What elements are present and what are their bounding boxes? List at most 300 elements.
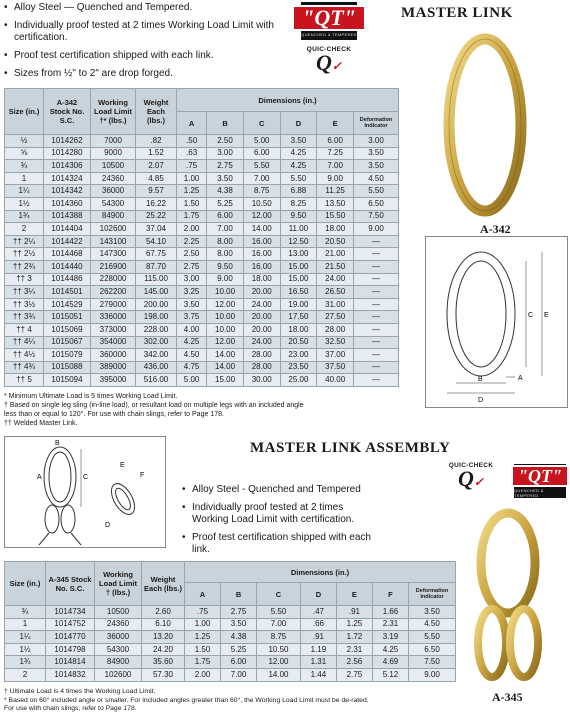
- table-cell: 3.00: [207, 147, 244, 160]
- table-cell: 21.00: [317, 248, 354, 261]
- feature-item: • Alloy Steel — Quenched and Tempered.: [4, 2, 304, 14]
- table-cell: 16.22: [136, 197, 177, 210]
- table-cell: 87.70: [136, 260, 177, 273]
- table-cell: 9.00: [409, 668, 456, 681]
- table-cell: 4.38: [221, 631, 257, 644]
- table-cell: 4.25: [177, 336, 207, 349]
- table-cell: 84900: [91, 210, 136, 223]
- table-cell: 1015069: [44, 323, 91, 336]
- table-cell: 24.00: [317, 273, 354, 286]
- table-cell: 2.60: [142, 606, 185, 619]
- table-cell: 389000: [91, 361, 136, 374]
- table-cell: 1014404: [44, 223, 91, 236]
- table-cell: †† 2¾: [5, 260, 44, 273]
- table-cell: 10.00: [207, 286, 244, 299]
- table-cell: 24360: [95, 618, 142, 631]
- table-cell: —: [354, 286, 399, 299]
- table-cell: 2.75: [207, 160, 244, 173]
- table-cell: 102600: [95, 668, 142, 681]
- table-cell: 1014422: [44, 235, 91, 248]
- table-cell: 4.25: [280, 160, 317, 173]
- table-cell: 10.50: [257, 643, 301, 656]
- table-cell: 7.00: [221, 668, 257, 681]
- col-d: D: [300, 583, 336, 606]
- check-mark-icon: ✓: [473, 475, 484, 489]
- table-cell: 14.00: [257, 668, 301, 681]
- table-cell: 28.00: [317, 323, 354, 336]
- table-cell: 1.66: [372, 606, 408, 619]
- table-cell: 5.50: [280, 172, 317, 185]
- table-cell: 18.00: [280, 323, 317, 336]
- table-cell: 7.00: [257, 618, 301, 631]
- table-cell: —: [354, 374, 399, 387]
- col-weight: Weight Each (lbs.): [142, 562, 185, 606]
- table-cell: —: [354, 311, 399, 324]
- table-cell: .63: [177, 147, 207, 160]
- table-cell: —: [354, 349, 399, 362]
- table-row: [5, 135, 399, 148]
- table-cell: 20.50: [317, 235, 354, 248]
- table-cell: 4.50: [354, 172, 399, 185]
- table-cell: 4.38: [207, 185, 244, 198]
- table-cell: 1.44: [300, 668, 336, 681]
- table-cell: 1¾: [5, 656, 46, 669]
- table-cell: 7.00: [243, 172, 280, 185]
- table-cell: .66: [300, 618, 336, 631]
- table-cell: 2.07: [136, 160, 177, 173]
- table-cell: 6.00: [221, 656, 257, 669]
- table-cell: 13.50: [317, 197, 354, 210]
- table-cell: 12.00: [257, 656, 301, 669]
- table-cell: 54.10: [136, 235, 177, 248]
- table-cell: 26.50: [317, 286, 354, 299]
- col-e: E: [317, 112, 354, 135]
- table-cell: 36000: [95, 631, 142, 644]
- table-cell: 5.50: [354, 185, 399, 198]
- table-row: [5, 286, 399, 299]
- asm-label-c: C: [83, 474, 89, 481]
- table-cell: 1.75: [177, 210, 207, 223]
- table-cell: 2.00: [185, 668, 221, 681]
- table-cell: 24360: [91, 172, 136, 185]
- table-cell: 1014360: [44, 197, 91, 210]
- col-e: E: [336, 583, 372, 606]
- feature-item: • Alloy Steel - Quenched and Tempered: [182, 484, 382, 496]
- table-cell: 3.00: [177, 273, 207, 286]
- col-size: Size (in.): [5, 562, 46, 606]
- table-cell: †† 5: [5, 374, 44, 387]
- table-cell: 7.50: [409, 656, 456, 669]
- table-cell: 6.10: [142, 618, 185, 631]
- table-cell: 9.50: [207, 260, 244, 273]
- table-cell: 25.00: [280, 374, 317, 387]
- dim-label-e: E: [544, 312, 549, 319]
- table-cell: 6.88: [280, 185, 317, 198]
- table-cell: .75: [185, 606, 221, 619]
- table-row: [5, 631, 456, 644]
- table-cell: 1015094: [44, 374, 91, 387]
- table-cell: 12.50: [280, 235, 317, 248]
- table-row: [5, 606, 456, 619]
- table-cell: 16.00: [243, 260, 280, 273]
- table-cell: 20.50: [280, 336, 317, 349]
- table-cell: 2.00: [177, 223, 207, 236]
- table-cell: 5.00: [177, 374, 207, 387]
- table-cell: 4.75: [177, 361, 207, 374]
- table-cell: 302.00: [136, 336, 177, 349]
- table-cell: 15.00: [280, 273, 317, 286]
- dim-label-c: C: [528, 312, 534, 319]
- col-dimensions: Dimensions (in.): [185, 562, 456, 583]
- col-weight: Weight Each (lbs.): [136, 89, 177, 135]
- asm-label-a: A: [37, 474, 42, 481]
- table-cell: 5.50: [243, 160, 280, 173]
- table-cell: 9000: [91, 147, 136, 160]
- table-cell: 4.00: [177, 323, 207, 336]
- table-cell: 21.50: [317, 260, 354, 273]
- table-cell: †† 4¾: [5, 361, 44, 374]
- col-dimensions: Dimensions (in.): [177, 89, 399, 112]
- table-cell: 1014752: [46, 618, 95, 631]
- table-cell: 1.25: [177, 185, 207, 198]
- table-cell: 1014342: [44, 185, 91, 198]
- table-cell: 27.50: [317, 311, 354, 324]
- qt-logo: "QT" QUENCHED & TEMPERED: [514, 464, 566, 498]
- table-cell: 228000: [91, 273, 136, 286]
- col-wll: Working Load Limit †* (lbs.): [91, 89, 136, 135]
- table-cell: 1¾: [5, 210, 44, 223]
- table-cell: 7.50: [354, 210, 399, 223]
- table-cell: 31.00: [317, 298, 354, 311]
- table-cell: 1014770: [46, 631, 95, 644]
- table-cell: 8.00: [207, 235, 244, 248]
- table-cell: 16.50: [280, 286, 317, 299]
- table-cell: .75: [177, 160, 207, 173]
- asm-label-b: B: [55, 440, 60, 447]
- dim-label-b: B: [478, 376, 483, 383]
- table-cell: 9.00: [207, 273, 244, 286]
- table-cell: 354000: [91, 336, 136, 349]
- assembly-title: MASTER LINK ASSEMBLY: [250, 440, 451, 456]
- assembly-features: [182, 484, 382, 562]
- table-row: [5, 197, 399, 210]
- table-cell: 1014280: [44, 147, 91, 160]
- table-cell: 5.25: [207, 197, 244, 210]
- table-cell: 1.00: [177, 172, 207, 185]
- table-cell: 2.75: [221, 606, 257, 619]
- table-cell: 23.50: [280, 361, 317, 374]
- table-cell: 1.19: [300, 643, 336, 656]
- table-row: [5, 223, 399, 236]
- table-cell: 1014832: [46, 668, 95, 681]
- table-row: [5, 323, 399, 336]
- table-cell: 145.00: [136, 286, 177, 299]
- table-cell: 4.25: [280, 147, 317, 160]
- col-deformation: Deformation Indicator: [409, 583, 456, 606]
- feature-item: • Sizes from ½" to 2" are drop forged.: [4, 68, 304, 80]
- table-cell: 8.75: [243, 185, 280, 198]
- table-cell: 57.30: [142, 668, 185, 681]
- table-cell: 1014486: [44, 273, 91, 286]
- table-cell: †† 4½: [5, 349, 44, 362]
- table-cell: 1014814: [46, 656, 95, 669]
- feature-item: • Proof test certification shipped with each link.: [182, 532, 382, 556]
- table-cell: ⅝: [5, 147, 44, 160]
- table-cell: 1.52: [136, 147, 177, 160]
- table-row: [5, 668, 456, 681]
- table-row: [5, 349, 399, 362]
- table-cell: 10500: [95, 606, 142, 619]
- table-cell: 14.00: [207, 361, 244, 374]
- table-row: [5, 260, 399, 273]
- table-cell: 32.50: [317, 336, 354, 349]
- table-cell: †† 4: [5, 323, 44, 336]
- col-c: C: [243, 112, 280, 135]
- table-cell: 3.75: [177, 311, 207, 324]
- table-cell: 436.00: [136, 361, 177, 374]
- table-cell: 3.50: [177, 298, 207, 311]
- col-deformation: Deformation Indicator: [354, 112, 399, 135]
- assembly-diagram: [4, 436, 166, 548]
- table-cell: †† 3½: [5, 298, 44, 311]
- table-cell: 5.25: [221, 643, 257, 656]
- table-cell: 20.00: [243, 323, 280, 336]
- table-row: [5, 160, 399, 173]
- table-cell: 30.00: [243, 374, 280, 387]
- assembly-photo: [458, 508, 558, 688]
- table-cell: 10.50: [243, 197, 280, 210]
- table-row: [5, 235, 399, 248]
- table-cell: 16.00: [243, 235, 280, 248]
- table-cell: 20.00: [243, 286, 280, 299]
- master-link-title: MASTER LINK: [401, 5, 513, 21]
- table-cell: 3.00: [354, 135, 399, 148]
- table-cell: 516.00: [136, 374, 177, 387]
- asm-label-d: D: [105, 522, 111, 529]
- table-cell: 1½: [5, 643, 46, 656]
- table-row: [5, 336, 399, 349]
- feature-item: • Individually proof tested at 2 times Working Load Limit with certification.: [4, 20, 304, 44]
- table-cell: 11.00: [280, 223, 317, 236]
- table-cell: 13.20: [142, 631, 185, 644]
- col-b: B: [207, 112, 244, 135]
- table-cell: 336000: [91, 311, 136, 324]
- table-cell: —: [354, 336, 399, 349]
- table-cell: 12.00: [207, 336, 244, 349]
- table-cell: 1015088: [44, 361, 91, 374]
- table-cell: 262200: [91, 286, 136, 299]
- table-cell: 1.00: [185, 618, 221, 631]
- table-cell: 1.72: [336, 631, 372, 644]
- table-cell: 1.31: [300, 656, 336, 669]
- table-cell: 1014388: [44, 210, 91, 223]
- table-cell: 23.00: [280, 349, 317, 362]
- table-cell: 1: [5, 618, 46, 631]
- table-cell: 4.69: [372, 656, 408, 669]
- master-link-table: [4, 88, 399, 387]
- col-size: Size (in.): [5, 89, 44, 135]
- table-cell: 1.50: [177, 197, 207, 210]
- table-cell: 2: [5, 668, 46, 681]
- table-cell: 2.31: [372, 618, 408, 631]
- table-cell: 1014440: [44, 260, 91, 273]
- table-cell: 1015079: [44, 349, 91, 362]
- table-cell: 1014468: [44, 248, 91, 261]
- master-link-features: [4, 2, 304, 86]
- table-cell: 7.00: [317, 160, 354, 173]
- table-cell: 198.00: [136, 311, 177, 324]
- table-cell: 40.00: [317, 374, 354, 387]
- table-cell: 147300: [91, 248, 136, 261]
- col-stock: A-345 Stock No. S.C.: [46, 562, 95, 606]
- table-cell: 143100: [91, 235, 136, 248]
- table-cell: 9.57: [136, 185, 177, 198]
- table-cell: 18.00: [243, 273, 280, 286]
- table-row: [5, 374, 399, 387]
- table-cell: 10500: [91, 160, 136, 173]
- table-cell: 3.50: [354, 147, 399, 160]
- table-cell: —: [354, 273, 399, 286]
- table-cell: 28.00: [243, 349, 280, 362]
- dim-label-d: D: [478, 397, 484, 404]
- qt-logo: "QT" QUENCHED & TEMPERED: [301, 2, 357, 40]
- col-stock: A-342 Stock No. S.C.: [44, 89, 91, 135]
- asm-label-e: E: [120, 462, 125, 469]
- table-cell: †† 2¼: [5, 235, 44, 248]
- table-cell: 67.75: [136, 248, 177, 261]
- table-cell: 1¼: [5, 185, 44, 198]
- table-cell: 24.00: [243, 298, 280, 311]
- table-cell: 16.00: [243, 248, 280, 261]
- table-cell: †† 3: [5, 273, 44, 286]
- table-cell: 342.00: [136, 349, 177, 362]
- col-wll: Working Load Limit † (lbs.): [95, 562, 142, 606]
- table-cell: 10.00: [207, 311, 244, 324]
- table-cell: 1014262: [44, 135, 91, 148]
- col-b: B: [221, 583, 257, 606]
- table-cell: 54300: [91, 197, 136, 210]
- table-cell: 9.50: [280, 210, 317, 223]
- table-cell: 2.75: [177, 260, 207, 273]
- table-cell: .50: [177, 135, 207, 148]
- table-cell: 2.75: [336, 668, 372, 681]
- table-cell: 37.50: [317, 361, 354, 374]
- table-cell: —: [354, 248, 399, 261]
- table-cell: 37.04: [136, 223, 177, 236]
- dim-label-a: A: [518, 375, 523, 382]
- table-cell: 6.50: [409, 643, 456, 656]
- table-cell: 2.50: [207, 135, 244, 148]
- table-cell: 25.22: [136, 210, 177, 223]
- table-cell: 1¼: [5, 631, 46, 644]
- col-c: C: [257, 583, 301, 606]
- table-cell: 2.50: [177, 248, 207, 261]
- table-cell: 1014798: [46, 643, 95, 656]
- table-cell: 3.50: [221, 618, 257, 631]
- table-cell: —: [354, 298, 399, 311]
- table-cell: 1.75: [185, 656, 221, 669]
- table-cell: 4.50: [409, 618, 456, 631]
- col-f: F: [372, 583, 408, 606]
- table-cell: 7.25: [317, 147, 354, 160]
- table-cell: 2: [5, 223, 44, 236]
- a342-caption: A-342: [480, 222, 511, 236]
- table-cell: ½: [5, 135, 44, 148]
- table-row: [5, 298, 399, 311]
- col-a: A: [177, 112, 207, 135]
- table-cell: 9.00: [354, 223, 399, 236]
- table-cell: .91: [336, 606, 372, 619]
- table-cell: 10.00: [207, 323, 244, 336]
- table-cell: —: [354, 361, 399, 374]
- table-cell: 1.25: [336, 618, 372, 631]
- table-cell: †† 3¾: [5, 311, 44, 324]
- table-cell: 4.50: [177, 349, 207, 362]
- table-cell: 395000: [91, 374, 136, 387]
- table-cell: †† 3¼: [5, 286, 44, 299]
- table-cell: 20.00: [243, 311, 280, 324]
- table-cell: 37.00: [317, 349, 354, 362]
- table-cell: ¾: [5, 160, 44, 173]
- table-cell: 1014734: [46, 606, 95, 619]
- table-cell: 228.00: [136, 323, 177, 336]
- quic-check-logo: QUIC-CHECK Q✓: [306, 46, 352, 75]
- table-cell: 3.50: [207, 172, 244, 185]
- table-row: [5, 210, 399, 223]
- table-row: [5, 656, 456, 669]
- table-row: [5, 311, 399, 324]
- table-cell: 2.56: [336, 656, 372, 669]
- table-row: [5, 361, 399, 374]
- master-link-photo: [440, 30, 530, 220]
- table-cell: 6.00: [243, 147, 280, 160]
- table-cell: 360000: [91, 349, 136, 362]
- table-cell: 24.00: [243, 336, 280, 349]
- table-cell: 8.75: [257, 631, 301, 644]
- master-link-diagram: [425, 236, 568, 408]
- table-cell: 12.00: [207, 298, 244, 311]
- table-cell: 1014529: [44, 298, 91, 311]
- table-cell: 1.50: [185, 643, 221, 656]
- table-cell: †† 4¼: [5, 336, 44, 349]
- table-row: [5, 273, 399, 286]
- feature-item: • Individually proof tested at 2 times Working Load Limit with certification.: [182, 502, 382, 526]
- table-cell: 3.19: [372, 631, 408, 644]
- assembly-table: [4, 561, 456, 682]
- table-cell: ¾: [5, 606, 46, 619]
- table-cell: 2.25: [177, 235, 207, 248]
- table-row: [5, 643, 456, 656]
- asm-label-f: F: [140, 472, 145, 479]
- table-cell: 13.00: [280, 248, 317, 261]
- table-cell: 1.25: [185, 631, 221, 644]
- col-d: D: [280, 112, 317, 135]
- table-cell: 5.50: [409, 631, 456, 644]
- col-a: A: [185, 583, 221, 606]
- table-cell: 9.00: [317, 172, 354, 185]
- table-cell: 5.50: [257, 606, 301, 619]
- table-cell: 216900: [91, 260, 136, 273]
- table-cell: 15.00: [207, 374, 244, 387]
- table-cell: 3.50: [409, 606, 456, 619]
- table-cell: 54300: [95, 643, 142, 656]
- quic-check-logo: QUIC-CHECK Q✓: [448, 462, 494, 491]
- table-cell: 14.00: [207, 349, 244, 362]
- table-cell: 8.25: [280, 197, 317, 210]
- table-row: [5, 185, 399, 198]
- table-cell: †† 2½: [5, 248, 44, 261]
- feature-item: • Proof test certification shipped with each link.: [4, 50, 304, 62]
